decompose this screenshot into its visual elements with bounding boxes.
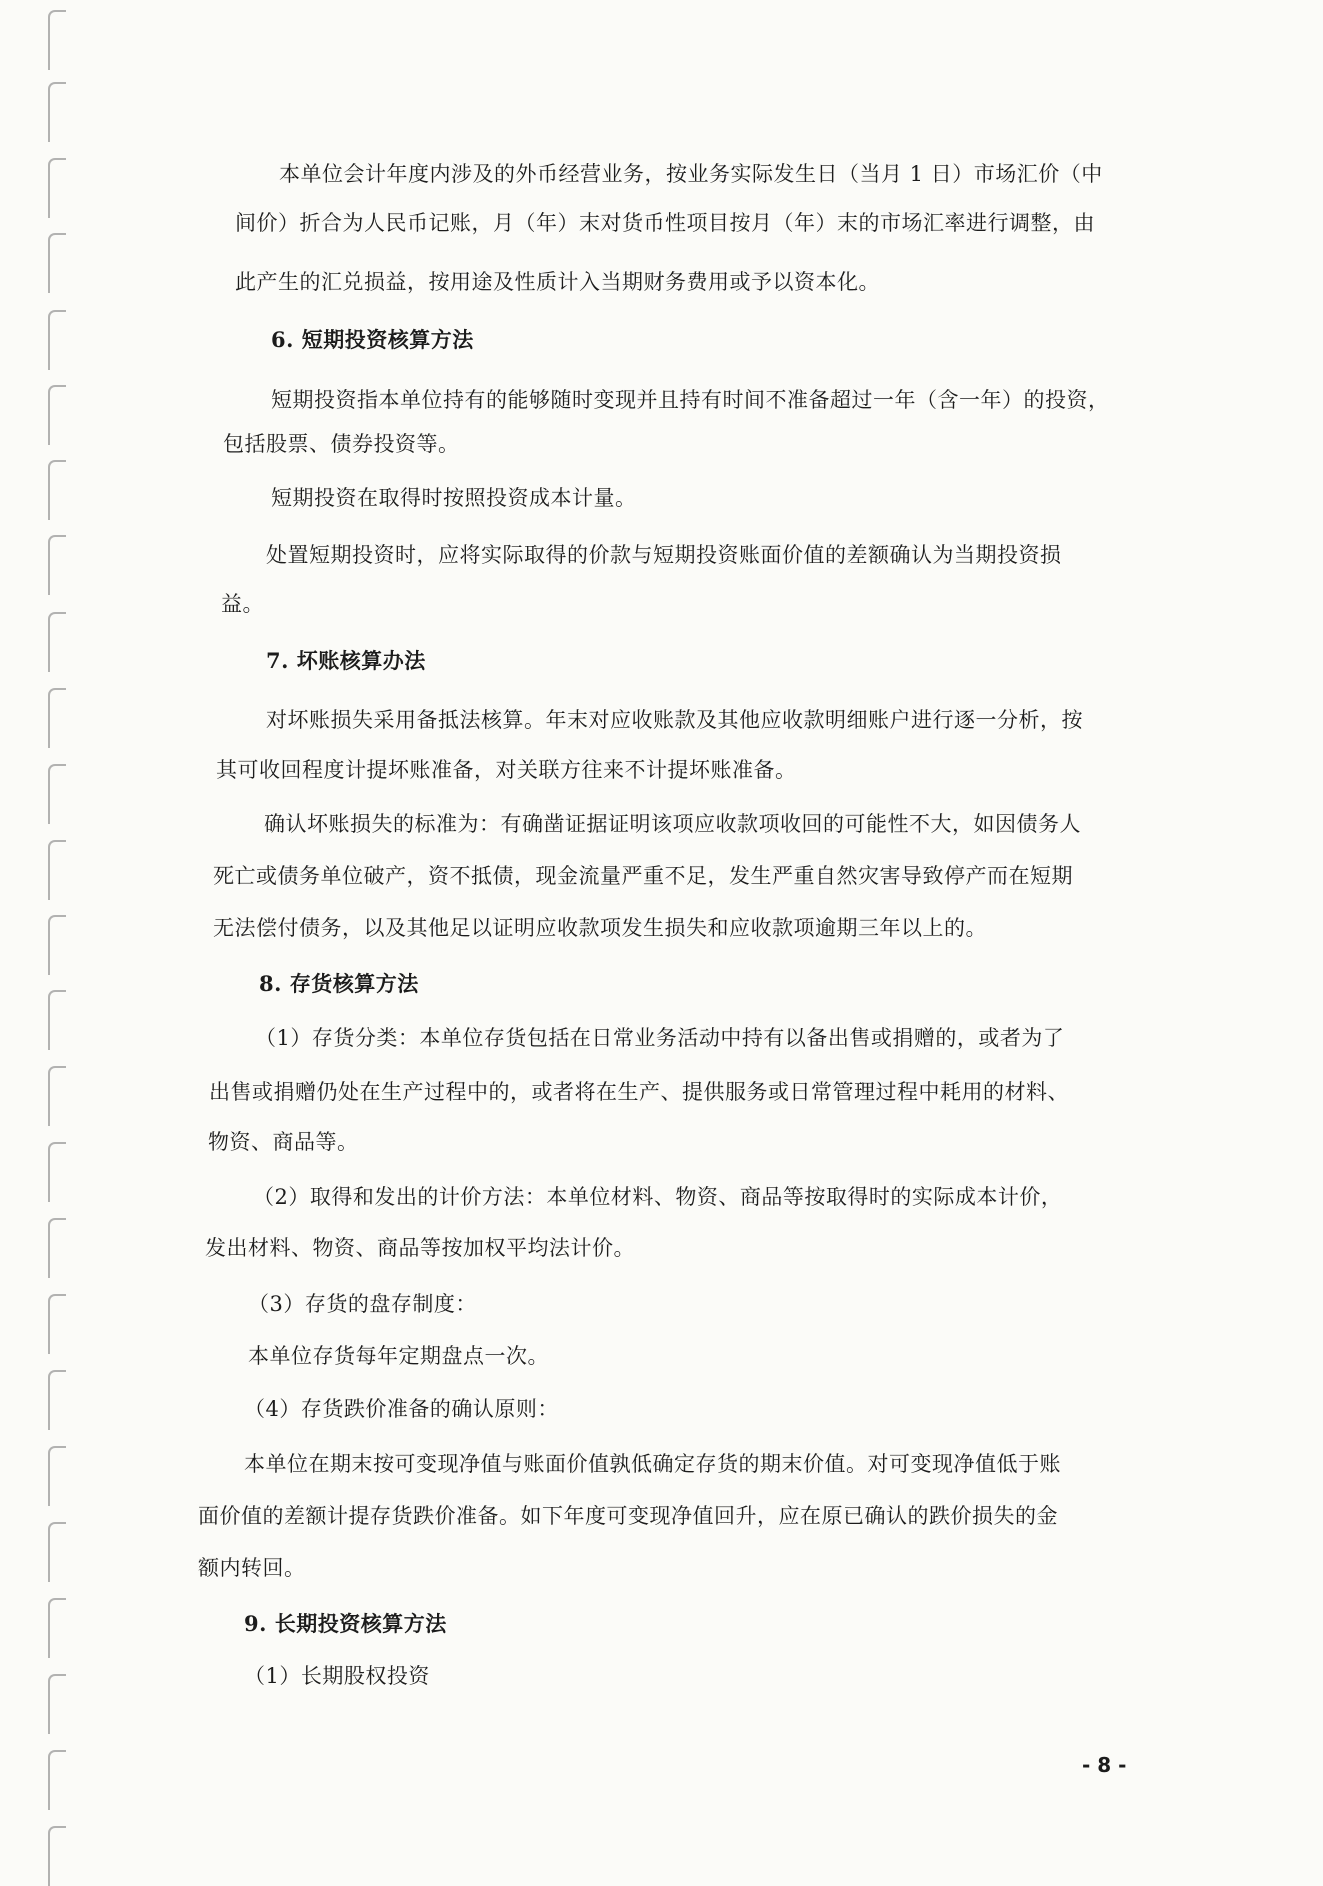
paragraph-line: 对坏账损失采用备抵法核算。年末对应收账款及其他应收款明细账户进行逐一分析，按 [266, 708, 1083, 732]
paragraph-line: 出售或捐赠仍处在生产过程中的，或者将在生产、提供服务或日常管理过程中耗用的材料、 [209, 1080, 1069, 1104]
paragraph-line: 物资、商品等。 [208, 1130, 359, 1154]
section-heading-bad-debt: 7. 坏账核算办法 [266, 648, 426, 673]
section-heading-inventory: 8. 存货核算方法 [259, 971, 419, 996]
paragraph-line: 间价）折合为人民币记账，月（年）末对货币性项目按月（年）末的市场汇率进行调整，由 [235, 211, 1095, 235]
paragraph-line: 发出材料、物资、商品等按加权平均法计价。 [205, 1236, 635, 1260]
paragraph-line: 益。 [221, 592, 264, 616]
paragraph-line: 额内转回。 [198, 1556, 306, 1580]
paragraph-line: 其可收回程度计提坏账准备，对关联方往来不计提坏账准备。 [216, 758, 797, 782]
paragraph-line: 处置短期投资时，应将实际取得的价款与短期投资账面价值的差额确认为当期投资损 [266, 543, 1062, 567]
page-number: - 8 - [1082, 1753, 1127, 1777]
paragraph-line: 死亡或债务单位破产，资不抵债，现金流量严重不足，发生严重自然灾害导致停产而在短期 [213, 864, 1073, 888]
paragraph-line: （3）存货的盘存制度： [248, 1292, 477, 1316]
paragraph-line: 本单位会计年度内涉及的外币经营业务，按业务实际发生日（当月 1 日）市场汇价（中 [279, 162, 1103, 186]
section-heading-short-term-investment: 6. 短期投资核算方法 [271, 327, 474, 352]
paragraph-line: 面价值的差额计提存货跌价准备。如下年度可变现净值回升，应在原已确认的跌价损失的金 [198, 1504, 1058, 1528]
paragraph-line: 本单位存货每年定期盘点一次。 [248, 1344, 549, 1368]
binding-holes [0, 0, 75, 1871]
section-heading-long-term-investment: 9. 长期投资核算方法 [244, 1611, 447, 1636]
paragraph-line: （4）存货跌价准备的确认原则： [244, 1397, 559, 1421]
paragraph-line: 短期投资在取得时按照投资成本计量。 [271, 486, 637, 510]
paragraph-line: 确认坏账损失的标准为：有确凿证据证明该项应收款项收回的可能性不大，如因债务人 [264, 812, 1081, 836]
paragraph-line: （1）存货分类：本单位存货包括在日常业务活动中持有以备出售或捐赠的，或者为了 [255, 1026, 1065, 1050]
paragraph-line: 此产生的汇兑损益，按用途及性质计入当期财务费用或予以资本化。 [235, 270, 880, 294]
paragraph-line: （2）取得和发出的计价方法：本单位材料、物资、商品等按取得时的实际成本计价， [253, 1185, 1063, 1209]
paragraph-line: （1）长期股权投资 [244, 1664, 430, 1688]
paragraph-line: 包括股票、债券投资等。 [223, 432, 460, 456]
paragraph-line: 短期投资指本单位持有的能够随时变现并且持有时间不准备超过一年（含一年）的投资， [271, 388, 1110, 412]
paragraph-line: 本单位在期末按可变现净值与账面价值孰低确定存货的期末价值。对可变现净值低于账 [244, 1452, 1061, 1476]
paragraph-line: 无法偿付债务，以及其他足以证明应收款项发生损失和应收款项逾期三年以上的。 [213, 916, 987, 940]
